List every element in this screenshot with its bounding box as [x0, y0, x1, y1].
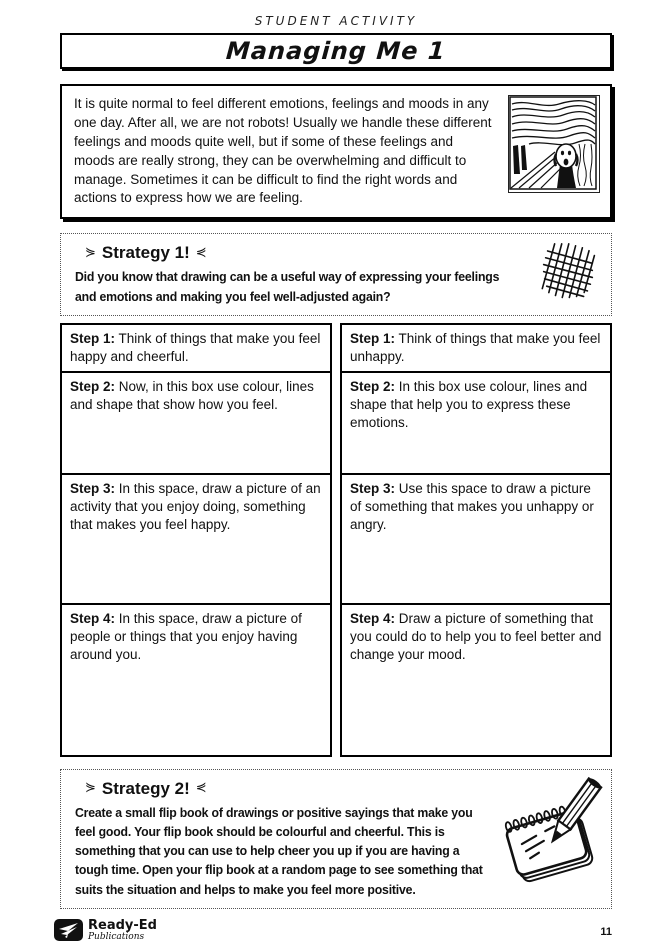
step-cell: [340, 473, 612, 605]
steps-column-happy: [60, 323, 332, 757]
notepad-pencil-icon: [501, 774, 605, 886]
step-label: Step 2:: [70, 378, 116, 394]
step-text: Draw a picture of something that you could do to help you to feel better and change your mood.: [350, 610, 602, 663]
step-cell: [340, 603, 612, 757]
worksheet-page: [60, 0, 612, 944]
strategy1-box: [60, 233, 612, 315]
strategy2-title: Strategy 2!: [101, 778, 190, 798]
page-title: Managing Me 1: [225, 37, 447, 65]
page-kicker: STUDENT ACTIVITY: [254, 14, 418, 28]
step-text: Think of things that make you feel happy and cheerful.: [70, 330, 321, 364]
step-text: In this box use colour, lines and shape that help you to express these emotions.: [350, 378, 588, 431]
page-number: 11: [600, 925, 612, 938]
step-label: Step 3:: [70, 480, 116, 496]
step-label: Step 2:: [350, 378, 396, 394]
scream-drawing-icon: [509, 96, 597, 190]
ornament-right-icon: ⋞: [195, 780, 207, 796]
step-text: Now, in this box use colour, lines and shape that show how you feel.: [70, 378, 314, 412]
step-label: Step 4:: [70, 610, 116, 626]
step-text: Use this space to draw a picture of something that makes you unhappy or angry.: [350, 480, 594, 533]
step-cell: [340, 371, 612, 475]
publisher-logo: [54, 918, 157, 944]
strategy1-body: Did you know that drawing can be a useful way of expressing your feelings and emotions and making you feel well-adjusted again?: [75, 269, 500, 304]
intro-text: It is quite normal to feel different emotions, feelings and moods in any one day. After all, we are not robots! Usually we handle these different feelings and moods quite well, but if some of these feelings and moods are really strong, they can be overwhelming and difficult to manage. Sometimes it can be difficult to find the right words and actions to express how we are feeling.: [74, 96, 492, 206]
step-cell: [60, 371, 332, 475]
strategy1-heading: [85, 243, 599, 263]
intro-box: [60, 84, 612, 219]
step-label: Step 1:: [350, 330, 396, 346]
strategy2-box: [60, 769, 612, 909]
publisher-name: Ready-Ed: [88, 918, 157, 934]
step-text: In this space, draw a picture of people or things that you enjoy having around you.: [70, 610, 302, 663]
step-label: Step 1:: [70, 330, 116, 346]
crosshatch-doodle-icon: [537, 240, 599, 302]
steps-column-unhappy: [340, 323, 612, 757]
ornament-left-icon: ⋟: [85, 244, 96, 260]
step-text: Think of things that make you feel unhappy.: [350, 330, 601, 364]
scream-image: [508, 95, 600, 193]
ornament-left-icon: ⋟: [85, 780, 96, 796]
step-cell: [60, 473, 332, 605]
step-label: Step 4:: [350, 610, 396, 626]
strategy1-title: Strategy 1!: [101, 243, 190, 263]
step-label: Step 3:: [350, 480, 396, 496]
step-cell: [60, 603, 332, 757]
ornament-right-icon: ⋞: [195, 244, 207, 260]
strategy2-body: Create a small flip book of drawings or positive sayings that make you feel good. Your flip book should be colourful and cheerful. This is something that you can use to help cheer you up if you are having a tough time. Open your flip book at a random page to see something that suits the situation and helps to make you feel more positive.: [75, 804, 483, 897]
publisher-subtitle: Publications: [88, 932, 145, 943]
step-cell: [340, 323, 612, 373]
page-footer: [54, 918, 612, 944]
ready-ed-logo-icon: [54, 918, 84, 944]
step-text: In this space, draw a picture of an activity that you enjoy doing, something that makes you feel happy.: [70, 480, 321, 533]
step-cell: [60, 323, 332, 373]
title-box: [60, 33, 612, 69]
steps-table: [60, 323, 612, 757]
